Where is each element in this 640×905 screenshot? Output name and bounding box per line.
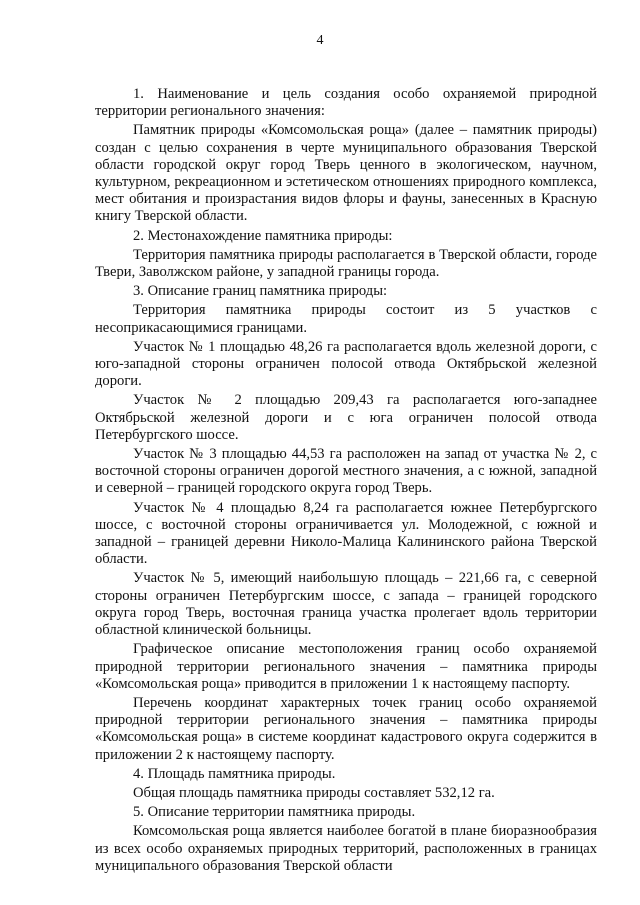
paragraph-plot-4: Участок № 4 площадью 8,24 га располагается южнее Петербургского шоссе, с восточной стороны ограничивается ул. Молодежной, с южной и западной – границей деревни Николо-Малица Калининского района Тверской области. [95, 499, 597, 568]
paragraph-plot-1: Участок № 1 площадью 48,26 га располагается вдоль железной дороги, с юго-западной стороны ограничен полосой отвода Октябрьской железной дороги. [95, 338, 597, 390]
document-body [95, 86, 597, 875]
section-heading-boundaries: 3. Описание границ памятника природы: [133, 283, 388, 300]
section-heading-territory: 5. Описание территории памятника природы. [133, 804, 416, 821]
paragraph-location: Территория памятника природы располагается в Тверской области, городе Твери, Заволжском районе, у западной границы города. [95, 246, 597, 281]
paragraph-coordinates: Перечень координат характерных точек границ особо охраняемой природной территории регионального значения – памятника природы «Комсомольская роща» в системе координат кадастрового округа содержится в приложении 2 к настоящему паспорту. [95, 694, 597, 763]
section-heading-location: 2. Местонахождение памятника природы: [133, 227, 393, 244]
paragraph-total-area: Общая площадь памятника природы составляет 532,12 га. [133, 784, 495, 801]
paragraph-purpose: Памятник природы «Комсомольская роща» (далее – памятник природы) создан с целью сохранения в черте муниципального образования Тверской области городской округ город Тверь ценного в экологическом, научном, культурном, рекреационном и эстетическом отношениях природного комплекса, мест обитания и произрастания видов флоры и фауны, занесенных в Красную книгу Тверской области. [95, 122, 597, 225]
paragraph-territory-description: Комсомольская роща является наиболее богатой в плане биоразнообразия из всех особо охраняемых природных территорий, расположенных в границах муниципального образования Тверской области [95, 823, 597, 874]
page-number: 4 [316, 33, 324, 48]
section-heading-area: 4. Площадь памятника природы. [133, 765, 336, 782]
paragraph-graphic-description: Графическое описание местоположения границ особо охраняемой природной территории регионального значения – памятника природы «Комсомольская роща» приводится в приложении 1 к настоящему паспорту. [95, 641, 597, 692]
paragraph-plot-5: Участок № 5, имеющий наибольшую площадь – 221,66 га, с северной стороны ограничен Петербургским шоссе, с запада – границей городского округа город Тверь, восточная граница участка пролегает вдоль территории областной клинической больницы. [95, 570, 597, 639]
paragraph-plot-3: Участок № 3 площадью 44,53 га расположен на запад от участка № 2, с восточной стороны ограничен дорогой местного значения, а с южной, западной и северной – границей городского округа город Тверь. [95, 446, 597, 497]
paragraph-plot-2: Участок № 2 площадью 209,43 га располагается юго-западнее Октябрьской железной дороги и с юга ограничен полосой отвода Петербургского шоссе. [95, 392, 597, 443]
paragraph-plots-count: Территория памятника природы состоит из 5 участков с несоприкасающимися границами. [95, 302, 597, 336]
section-heading-name-purpose: 1. Наименование и цель создания особо охраняемой природной территории регионального значения: [95, 86, 597, 120]
